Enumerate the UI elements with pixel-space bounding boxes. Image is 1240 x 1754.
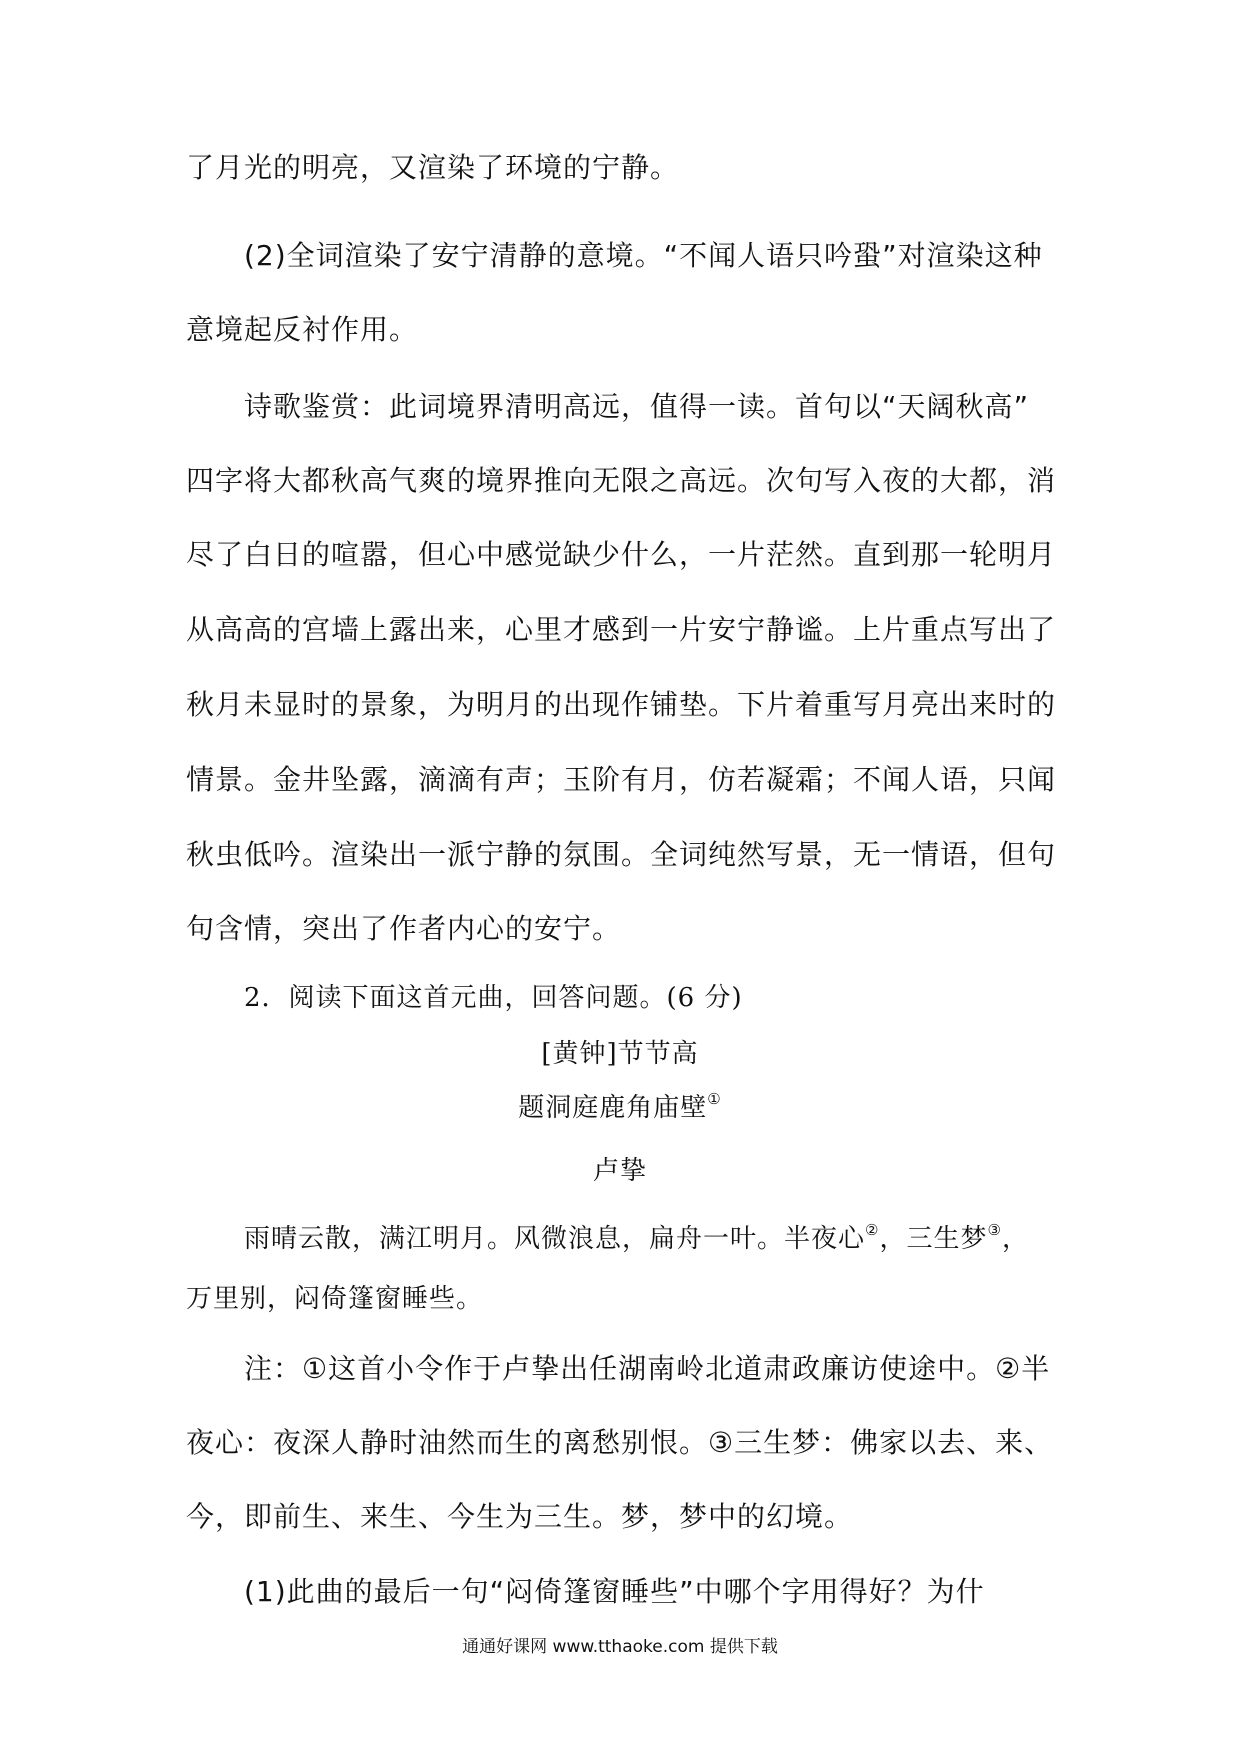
question-2-sub-1: (1)此曲的最后一句“闷倚篷窗睡些”中哪个字用得好？为什 bbox=[244, 1575, 985, 1608]
poem-line-1-part-b: ，三生梦 bbox=[879, 1224, 988, 1254]
appreciation-line-2: 四字将大都秋高气爽的境界推向无限之高远。次句写入夜的大都，消 bbox=[186, 464, 1057, 497]
appreciation-line-6: 情景。金井坠露，滴滴有声；玉阶有月，仿若凝霜；不闻人语，只闻 bbox=[186, 763, 1057, 796]
appreciation-line-5: 秋月未显时的景象，为明月的出现作铺垫。下片着重写月亮出来时的 bbox=[186, 688, 1057, 721]
notes-line-3: 今，即前生、来生、今生为三生。梦，梦中的幻境。 bbox=[186, 1500, 854, 1533]
poem-author: 卢挚 bbox=[592, 1156, 647, 1186]
appreciation-line-3: 尽了白日的喧嚣，但心中感觉缺少什么，一片茫然。直到那一轮明月 bbox=[186, 538, 1057, 571]
answer-line-1: 了月光的明亮，又渲染了环境的宁静。 bbox=[186, 151, 680, 184]
notes-line-2: 夜心：夜深人静时油然而生的离愁别恨。③三生梦：佛家以去、来、 bbox=[186, 1426, 1054, 1459]
poem-subtitle bbox=[0, 1087, 1240, 1124]
poem-line-1-part-c: ， bbox=[1001, 1224, 1029, 1254]
question-2-prompt: 2．阅读下面这首元曲，回答问题。(6 分) bbox=[244, 983, 743, 1013]
poem-line-1-part-a: 雨晴云散，满江明月。风微浪息，扁舟一叶。半夜心 bbox=[244, 1224, 866, 1254]
answer-part2-line-1: (2)全词渲染了安宁清静的意境。“不闻人语只吟蛩”对渲染这种 bbox=[244, 239, 1043, 272]
footnote-marker-2: ② bbox=[865, 1221, 880, 1239]
poem-title: [黄钟]节节高 bbox=[541, 1039, 699, 1069]
poem-line-2: 万里别，闷倚篷窗睡些。 bbox=[186, 1284, 484, 1314]
footnote-marker-1: ① bbox=[707, 1090, 722, 1108]
poem-line-1 bbox=[244, 1218, 1029, 1255]
poem-subtitle-text: 题洞庭鹿角庙壁 bbox=[518, 1093, 708, 1123]
appreciation-line-7: 秋虫低吟。渲染出一派宁静的氛围。全词纯然写景，无一情语，但句 bbox=[186, 838, 1057, 871]
notes-line-1: 注：①这首小令作于卢挚出任湖南岭北道肃政廉访使途中。②半 bbox=[244, 1352, 1051, 1385]
appreciation-line-1: 诗歌鉴赏：此词境界清明高远，值得一读。首句以“天阔秋高” bbox=[244, 390, 1030, 423]
footnote-marker-3: ③ bbox=[987, 1221, 1002, 1239]
appreciation-line-4: 从高高的宫墙上露出来，心里才感到一片安宁静谧。上片重点写出了 bbox=[186, 613, 1057, 646]
page-footer: 通通好课网 www.tthaoke.com 提供下载 bbox=[462, 1637, 778, 1657]
answer-part2-line-2: 意境起反衬作用。 bbox=[186, 313, 419, 346]
appreciation-line-8: 句含情，突出了作者内心的安宁。 bbox=[186, 912, 622, 945]
